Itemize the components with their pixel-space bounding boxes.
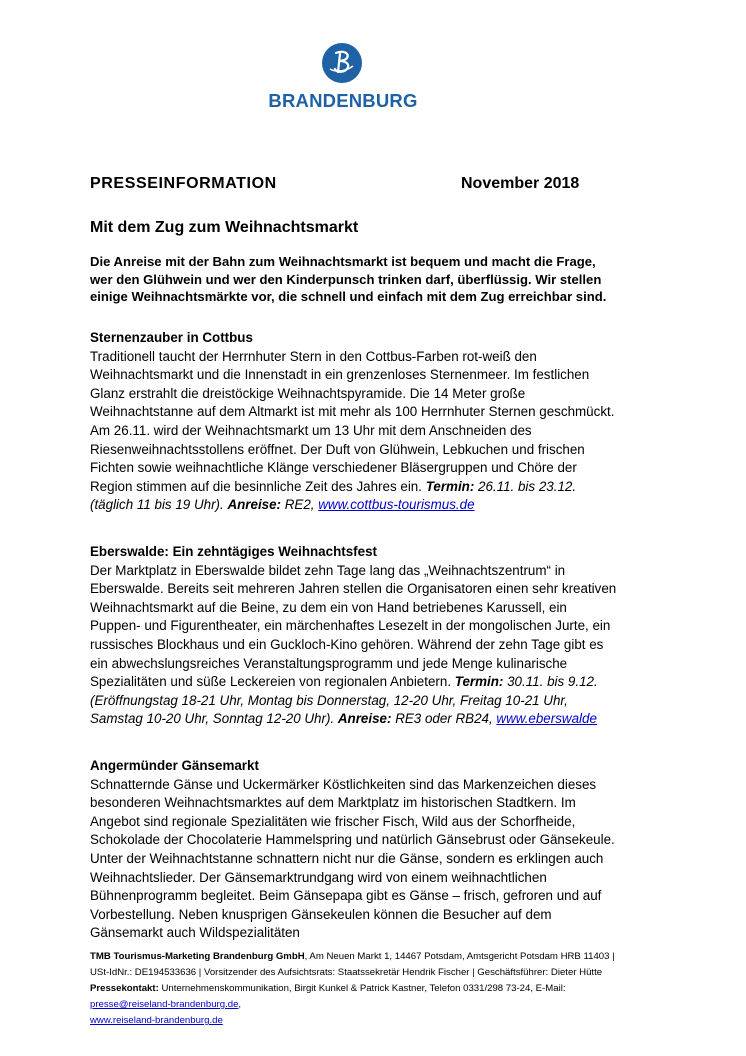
footer-contact: Unternehmenskommunikation, Birgit Kunkel & Patrick Kastner, Telefon 0331/298 73-24, E-Mail: xyxy=(158,983,566,994)
press-label: PRESSEINFORMATION xyxy=(90,175,277,192)
section-angermuende xyxy=(90,757,620,943)
termin-label: Termin: xyxy=(454,674,504,690)
section-heading: Angermünder Gänsemarkt xyxy=(90,758,259,773)
footer-email-link[interactable]: presse@reiseland-brandenburg.de xyxy=(90,999,239,1010)
brandenburg-logo-icon xyxy=(321,42,363,84)
anreise-label: Anreise: xyxy=(337,711,392,727)
section-heading: Sternenzauber in Cottbus xyxy=(90,330,253,345)
section-text: Traditionell taucht der Herrnhuter Stern in den Cottbus-Farben rot-weiß den Weihnachtsmarkt und die Innenstadt in ein grenzenloses Sternenmeer. Im festlichen Glanz erstrahlt die dreistöckige Weihnachtspyramide. Die 14 Meter große Weihnachtstanne auf dem Altmarkt ist mit mehr als 100 Herrnhuter Sternen geschmückt. Am 26.11. wird der Weihnachtsmarkt um 13 Uhr mit dem Anschneiden des Riesenweihnachtsstollens eröffnet. Der Duft von Glühwein, Lebkuchen und frischen Fichten sowie weihnachtliche Klänge verschiedener Bläsergruppen und Chöre der Region stimmen auf die besinnliche Zeit des Jahres ein. xyxy=(90,348,615,494)
anreise-label: Anreise: xyxy=(227,497,282,513)
section-body xyxy=(90,562,620,729)
lead-paragraph: Die Anreise mit der Bahn zum Weihnachtsmarkt ist bequem und macht die Frage, wer den Glühwein und wer den Kinderpunsch trinken darf, überflüssig. Wir stellen einige Weihnachtsmärkte vor, die schnell und einfach mit dem Zug erreichbar sind. xyxy=(90,254,607,305)
footer-contact-label: Pressekontakt: xyxy=(90,983,159,994)
page-title: Mit dem Zug zum Weihnachtsmarkt xyxy=(90,219,359,236)
termin-text: 26.11. bis 23.12. (täglich 11 bis 19 Uhr). xyxy=(90,478,577,513)
termin-text: 30.11. bis 9.12. (Eröffnungstag 18-21 Uhr, Montag bis Donnerstag, 12-20 Uhr, Freitag 10-21 Uhr, Samstag 10-20 Uhr, Sonntag 12-20 Uhr). xyxy=(90,674,598,727)
eberswalde-link[interactable]: www.eberswalde xyxy=(496,711,597,727)
footer-company: TMB Tourismus-Marketing Brandenburg GmbH xyxy=(90,951,305,962)
footer xyxy=(90,949,620,1029)
footer-website-link[interactable]: www.reiseland-brandenburg.de xyxy=(90,1015,223,1026)
footer-address: , Am Neuen Markt 1, 14467 Potsdam, Amtsgericht Potsdam HRB 11403 | USt-IdNr.: DE194533636 | Vorsitzender des Aufsichtsrats: Staatssekretär Hendrik Fischer | Geschäftsführer: Dieter Hütte xyxy=(90,951,615,978)
section-text: Der Marktplatz in Eberswalde bildet zehn Tage lang das „Weihnachtszentrum“ in Eberswalde. Bereits seit mehreren Jahren stellen die Organisatoren einen sehr kreativen Weihnachtsmarkt auf die Beine, zu dem ein von Hand betriebenes Karussell, ein Puppen- und Figurentheater, ein märchenhaftes Lesezelt in der mongolischen Jurte, ein russisches Blockhaus und ein Guckloch-Kino gehören. Während der zehn Tage gibt es ein abwechslungsreiches Veranstaltungsprogramm und jede Menge kulinarische Spezialitäten und süße Leckereien von regionalen Anbietern. xyxy=(90,562,617,690)
logo-wordmark: BRANDENBURG xyxy=(268,90,418,111)
section-cottbus xyxy=(90,329,620,515)
cottbus-link[interactable]: www.cottbus-tourismus.de xyxy=(318,497,475,513)
section-eberswalde xyxy=(90,543,620,729)
termin-label: Termin: xyxy=(425,478,475,494)
anreise-text: RE3 oder RB24, xyxy=(391,711,497,727)
brandenburg-logo xyxy=(262,42,424,114)
footer-separator: , xyxy=(238,999,242,1010)
anreise-text: RE2, xyxy=(281,497,319,513)
press-date: November 2018 xyxy=(461,175,580,192)
section-heading: Eberswalde: Ein zehntägiges Weihnachtsfest xyxy=(90,544,377,559)
section-body xyxy=(90,348,620,515)
section-body: Schnatternde Gänse und Uckermärker Köstlichkeiten sind das Markenzeichen dieses besonderen Weihnachtsmarktes auf dem Marktplatz im historischen Stadtkern. Im Angebot sind regionale Spezialitäten wie frischer Fisch, Wild aus der Schorfheide, Schokolade der Chocolaterie Hammelspring und natürlich Gänsebrust oder Gänsekeule. Unter der Weihnachtstanne schnattern nicht nur die Gänse, sondern es erklingen auch Weihnachtslieder. Der Gänsemarktrundgang wird von einem weihnachtlichen Bühnenprogramm begleitet. Beim Gänsepapa gibt es Gänse – frisch, gefroren und auf Vorbestellung. Neben knusprigen Gänsekeulen können die Besucher auf dem Gänsemarkt auch Wildspezialitäten xyxy=(90,776,615,941)
